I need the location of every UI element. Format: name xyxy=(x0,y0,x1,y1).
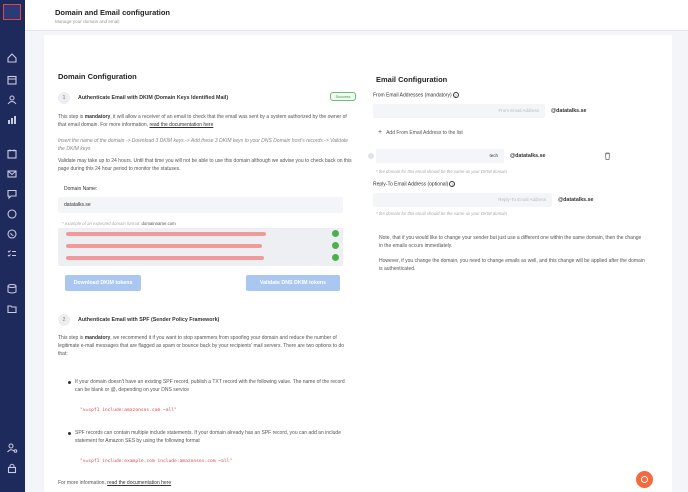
page-subtitle: Manage your domain and email xyxy=(55,19,120,24)
mail-icon[interactable] xyxy=(6,168,18,180)
from-email-domain: @datatalks.se xyxy=(551,108,587,114)
domain-name-label: Domain Name: xyxy=(64,186,98,192)
reply-to-label xyxy=(373,181,455,187)
config-card xyxy=(44,35,672,492)
step-1-title: Authenticate Email with DKIM (Domain Keys Identified Mail) xyxy=(78,95,229,101)
check-icon xyxy=(332,242,339,249)
sender-email-entry[interactable]: tech xyxy=(376,149,504,163)
dkim-docs-link[interactable]: read the documentation here xyxy=(149,122,214,128)
dkim-token-2 xyxy=(66,244,262,248)
dkim-token-3 xyxy=(66,256,264,260)
from-email-input[interactable]: From Email Address xyxy=(373,104,545,118)
plus-icon: + xyxy=(378,129,383,136)
spf-more-info-text: For more information, xyxy=(58,480,108,486)
message-icon[interactable] xyxy=(6,188,18,200)
spf-record-code-2[interactable]: "v=spf1 include:example.com include:amazonses.com ~all" xyxy=(80,459,233,464)
add-from-email-link[interactable] xyxy=(378,129,463,136)
bullet-dot xyxy=(68,381,71,384)
step-1-desc-post: , it will allow a receiver of an email to check that the email was sent by a system authorized by the owner of that email domain. For more information, xyxy=(58,114,347,128)
sidebar xyxy=(0,0,25,492)
step-1-header xyxy=(58,92,354,104)
step-1-desc-bold: mandatory xyxy=(84,114,111,120)
status-badge: Success xyxy=(330,92,356,101)
step-2-desc-post: , we recommend it if you want to stop spammers from spoofing your domain and reduce the number of legitimate e-mail messages that are flagged as spam or bounce back by your recipients' mail servers. There are two options to do that: xyxy=(58,335,345,357)
domain-format-hint xyxy=(62,221,176,226)
radio-icon[interactable] xyxy=(368,153,374,159)
help-icon[interactable]: ? xyxy=(454,93,457,98)
reply-to-domain: @datatalks.se xyxy=(558,197,594,203)
database-icon[interactable] xyxy=(6,283,18,295)
add-from-email-label: Add From Email Address to the list xyxy=(386,130,463,136)
spf-more-info xyxy=(58,479,354,487)
sender-email-domain: @datatalks.se xyxy=(510,153,546,159)
user-settings-icon[interactable] xyxy=(6,442,18,454)
chat-support-button[interactable] xyxy=(636,471,653,488)
dkim-token-1 xyxy=(66,232,266,236)
domain-format-hint-text: * example of an expected domain format: xyxy=(62,221,142,226)
domain-format-example: domainname.com xyxy=(141,221,176,226)
from-email-label xyxy=(373,92,459,98)
spf-record-code-1[interactable]: "v=spf1 include:amazonses.com ~all" xyxy=(80,408,177,413)
checklist-icon[interactable] xyxy=(6,248,18,260)
step-1-description xyxy=(58,113,354,129)
trash-icon[interactable] xyxy=(604,152,611,160)
spf-option-1: If your domain doesn't have an existing SPF record, publish a TXT record with the following value. The name of the record can be blank or @, depending on your DNS service xyxy=(75,379,345,393)
reply-to-input[interactable]: Reply-To Email Address xyxy=(373,193,552,207)
home-icon[interactable] xyxy=(6,52,18,64)
domain-config-title: Domain Configuration xyxy=(58,72,137,81)
phone-icon[interactable] xyxy=(6,208,18,220)
page-title: Domain and Email configuration xyxy=(55,8,171,17)
reply-to-label-text: Reply-To Email Address (optional) xyxy=(373,181,449,188)
stats-icon[interactable] xyxy=(6,114,18,126)
page-header xyxy=(25,0,688,31)
app-logo[interactable] xyxy=(3,4,21,20)
step-2-title: Authenticate Email with SPF (Sender Policy Framework) xyxy=(78,317,220,323)
help-icon[interactable]: ? xyxy=(451,182,454,187)
step-1-number: 1 xyxy=(58,92,70,104)
step-2-number: 2 xyxy=(58,314,70,326)
step-1-desc-pre: This step is xyxy=(58,114,85,120)
whatsapp-icon[interactable] xyxy=(6,228,18,240)
from-domain-hint: * the domain for this email should be the same as your DKIM domain xyxy=(376,169,507,174)
users-icon[interactable] xyxy=(6,94,18,106)
domain-name-input[interactable]: datatalks.se xyxy=(58,197,343,213)
step-2-header xyxy=(58,314,354,326)
bullet-dot xyxy=(68,432,71,435)
step-2-description xyxy=(58,334,354,358)
step-1-instructions: Insert the name of the domain -> Download 3 DKIM keys -> Add these 3 DKIM keys to your DNS Domain host's records -> Validate the DKIM keys xyxy=(58,138,349,152)
domain-change-note: However, if you change the domain, you need to change emails as well, and this change will be applied after the domain is authenticated. xyxy=(379,258,645,272)
sender-change-note: Note, that if you would like to change your sender but just use a different one within the same domain, then the change in the emails occurs immediately. xyxy=(379,235,642,249)
step-2-desc-pre: This step is xyxy=(58,335,85,341)
download-dkim-button[interactable]: Download DKIM tokens xyxy=(65,275,141,291)
email-config-title: Email Configuration xyxy=(376,75,448,84)
from-email-label-text: From Email Addresses (mandatory) xyxy=(373,92,452,99)
step-1-validation-note: Validate may take up to 24 hours. Until that time you will not be able to use this domain although we advise you to check back on this page during this 24 hour period to monitor the statuses. xyxy=(58,158,352,172)
calendar-icon[interactable] xyxy=(6,74,18,86)
schedule-icon[interactable] xyxy=(6,148,18,160)
folder-icon[interactable] xyxy=(6,303,18,315)
lock-icon[interactable] xyxy=(6,462,18,474)
reply-domain-hint: * the domain for this email should be the same as your DKIM domain xyxy=(376,211,507,216)
check-icon xyxy=(332,230,339,237)
dkim-tokens-list xyxy=(58,228,343,266)
spf-option-2: SPF records can contain multiple include statements. If your domain already has an SPF record, you can add an include statement for Amazon SES by using the following format xyxy=(75,430,341,444)
spf-docs-link[interactable]: read the documentation here xyxy=(107,480,172,486)
step-2-desc-bold: mandatory xyxy=(84,335,111,341)
check-icon xyxy=(332,254,339,261)
validate-dkim-button[interactable]: Validate DNS DKIM tokens xyxy=(246,275,340,291)
